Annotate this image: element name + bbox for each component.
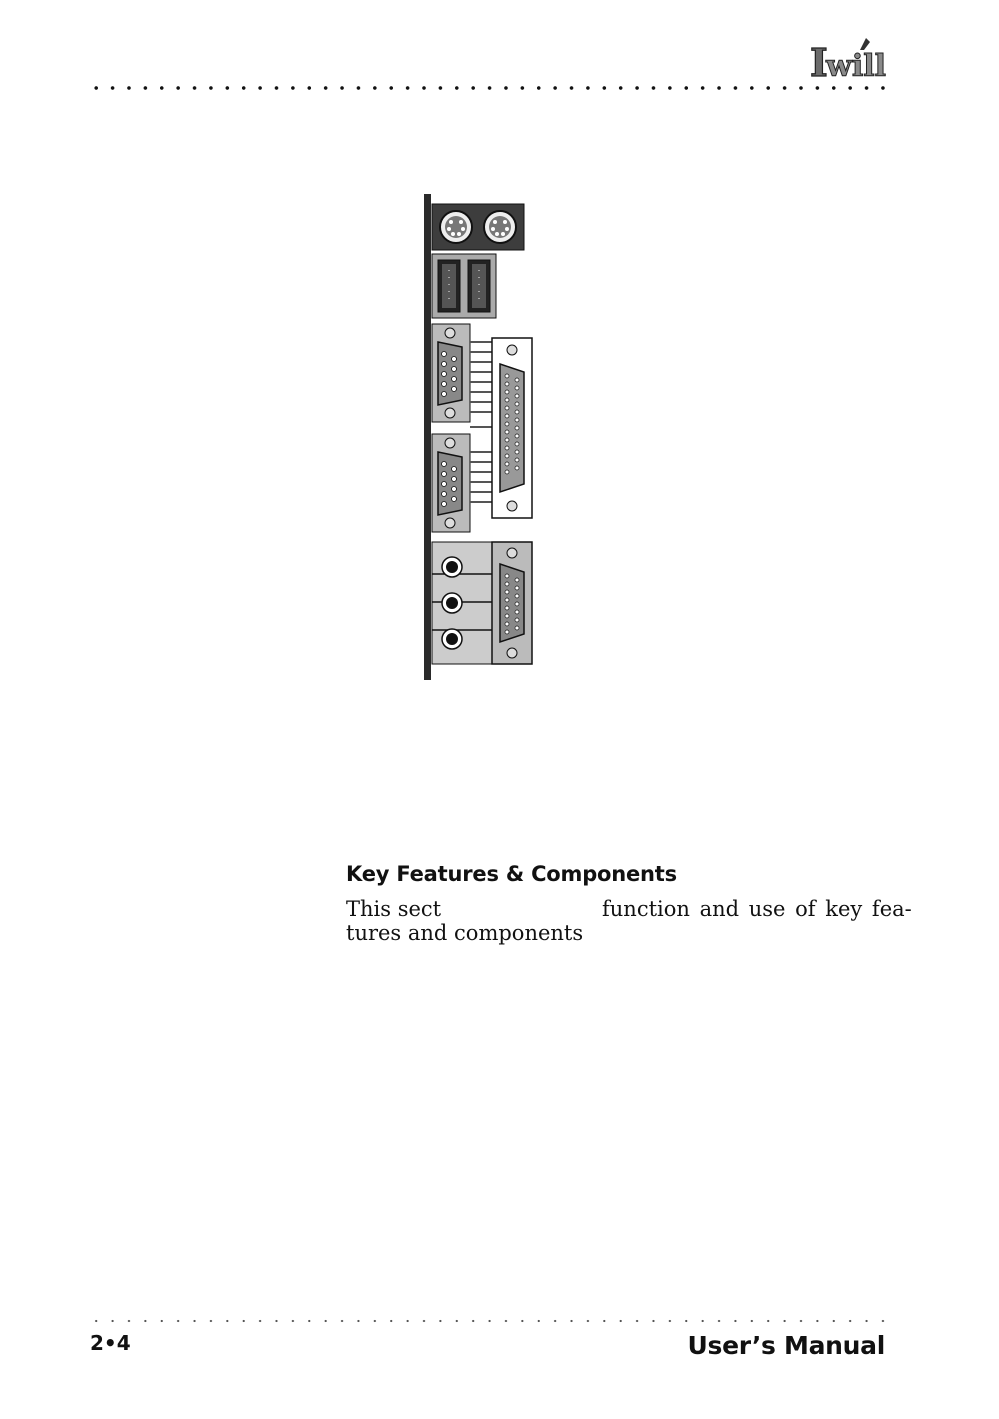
serial-port-icon [432,324,470,422]
parallel-port-icon [492,338,532,518]
serial-port-icon [432,434,470,532]
audio-jack-icon [442,557,462,577]
svg-text:will: will [826,49,887,80]
iwill-logo [808,36,888,80]
usb-port-icon [438,260,460,312]
io-panel-figure [420,192,540,682]
body-text-line-1-end: function and use of key fea- [602,897,912,921]
usb-ports [432,254,496,318]
section-title: Key Features & Components [346,862,677,886]
usb-port-icon [468,260,490,312]
ps2-mouse-port-icon [440,211,472,243]
ps2-ports [432,204,524,250]
audio-jack-icon [442,629,462,649]
body-text-line-1-start: This sect [346,897,442,921]
page-number: 2•4 [90,1331,131,1355]
svg-text:I: I [810,40,828,80]
ps2-keyboard-port-icon [484,211,516,243]
manual-title: User’s Manual [687,1331,885,1360]
audio-jack-icon [442,593,462,613]
header-dotted-rule [88,84,888,92]
body-text-line-2: tures and components [346,921,584,945]
game-port-icon [492,542,532,664]
footer-dotted-rule [88,1318,888,1324]
